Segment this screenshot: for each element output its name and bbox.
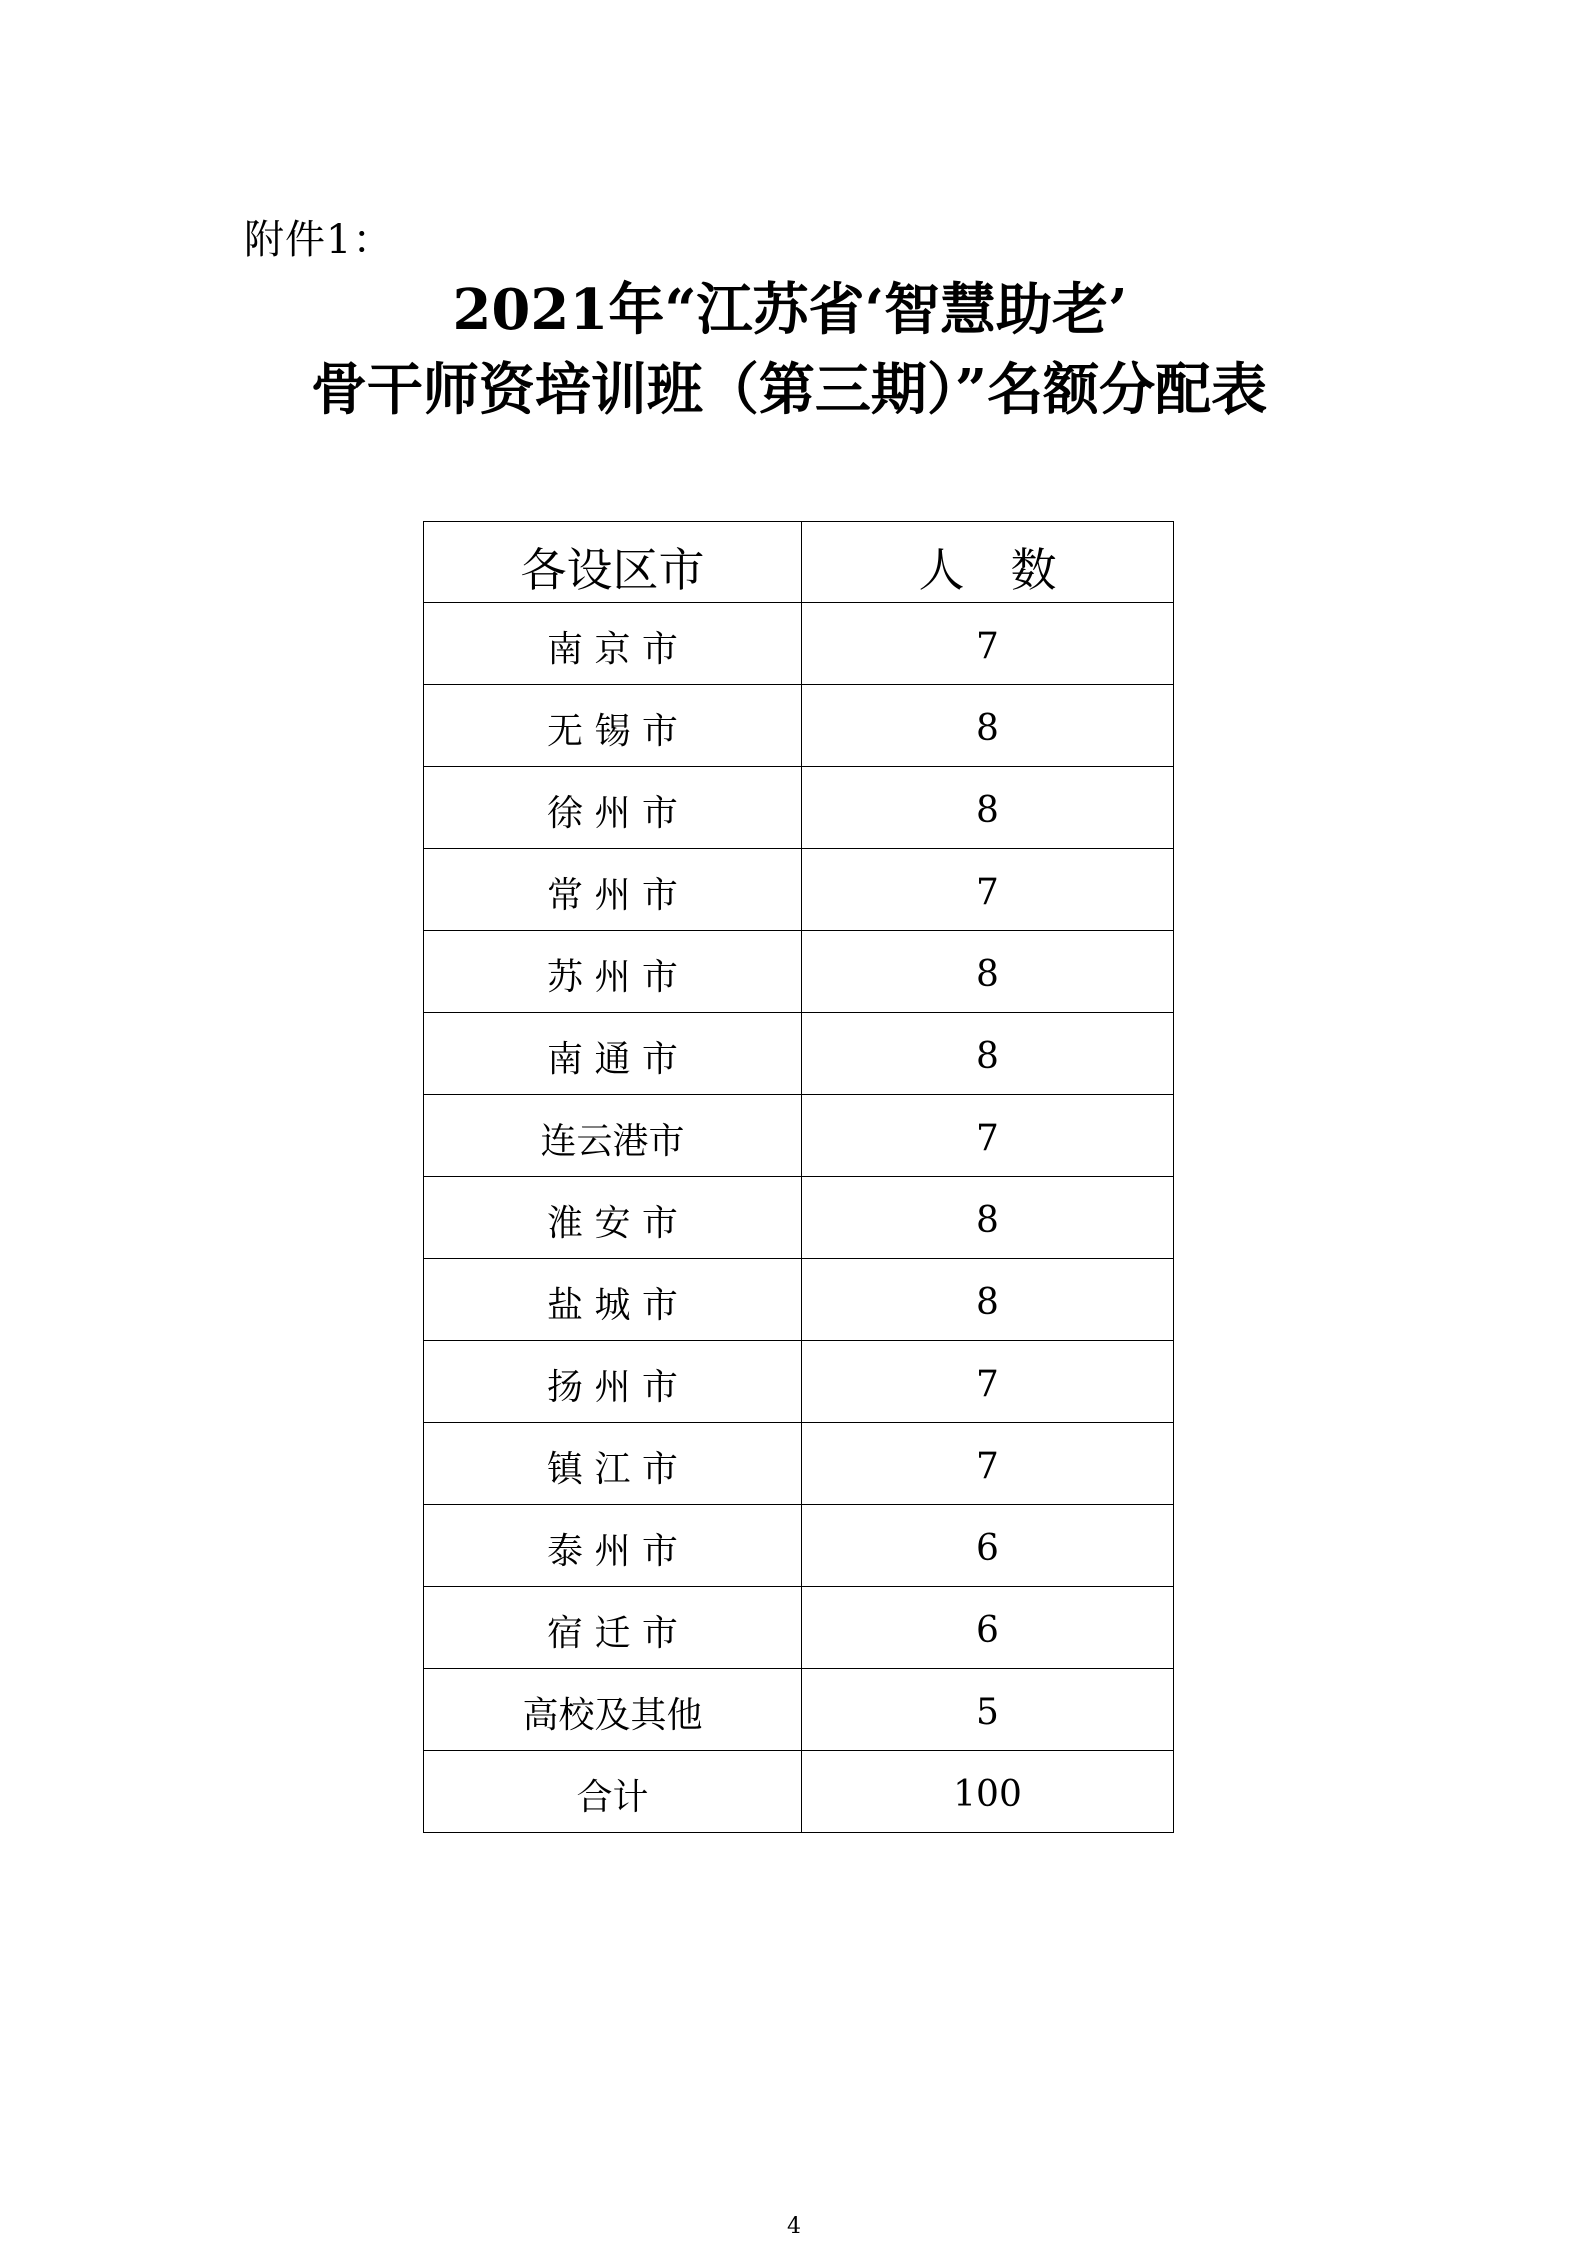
city-cell: 泰 州 市 [424, 1505, 802, 1587]
table-row [424, 1505, 1174, 1587]
count-cell: 7 [802, 1341, 1174, 1423]
city-cell: 高校及其他 [424, 1669, 802, 1751]
city-cell: 宿 迁 市 [424, 1587, 802, 1669]
table-row [424, 849, 1174, 931]
city-cell: 连云港市 [424, 1095, 802, 1177]
city-cell: 苏 州 市 [424, 931, 802, 1013]
count-cell: 6 [802, 1587, 1174, 1669]
count-cell: 7 [802, 849, 1174, 931]
count-cell: 6 [802, 1505, 1174, 1587]
total-label-cell: 合计 [424, 1751, 802, 1833]
table-row [424, 603, 1174, 685]
table-row [424, 1669, 1174, 1751]
table-row [424, 685, 1174, 767]
city-cell: 南 通 市 [424, 1013, 802, 1095]
table-total-row [424, 1751, 1174, 1833]
count-cell: 8 [802, 1259, 1174, 1341]
city-cell: 无 锡 市 [424, 685, 802, 767]
table-row [424, 1013, 1174, 1095]
count-cell: 7 [802, 1095, 1174, 1177]
header-city: 各设区市 [424, 522, 802, 603]
count-cell: 7 [802, 603, 1174, 685]
page-number: 4 [787, 2214, 801, 2239]
total-count-cell: 100 [802, 1751, 1174, 1833]
table-row [424, 1587, 1174, 1669]
city-cell: 镇 江 市 [424, 1423, 802, 1505]
count-cell: 8 [802, 1177, 1174, 1259]
document-title-line-2: 骨干师资培训班（第三期）”名额分配表 [310, 357, 1268, 423]
city-cell: 盐 城 市 [424, 1259, 802, 1341]
city-cell: 徐 州 市 [424, 767, 802, 849]
count-cell: 5 [802, 1669, 1174, 1751]
table-row [424, 1423, 1174, 1505]
table-row [424, 1259, 1174, 1341]
count-cell: 8 [802, 685, 1174, 767]
attachment-label: 附件1： [244, 217, 394, 263]
table-row [424, 931, 1174, 1013]
count-cell: 8 [802, 767, 1174, 849]
count-cell: 7 [802, 1423, 1174, 1505]
table-row [424, 1095, 1174, 1177]
table-row [424, 767, 1174, 849]
city-cell: 扬 州 市 [424, 1341, 802, 1423]
count-cell: 8 [802, 931, 1174, 1013]
count-cell: 8 [802, 1013, 1174, 1095]
quota-allocation-table [423, 521, 1174, 1833]
document-title-line-1: 2021年“江苏省‘智慧助老’ [452, 277, 1128, 343]
city-cell: 淮 安 市 [424, 1177, 802, 1259]
city-cell: 南 京 市 [424, 603, 802, 685]
city-cell: 常 州 市 [424, 849, 802, 931]
table-row [424, 1177, 1174, 1259]
table-row [424, 1341, 1174, 1423]
header-count: 人 数 [802, 522, 1174, 603]
table-header-row [424, 522, 1174, 603]
